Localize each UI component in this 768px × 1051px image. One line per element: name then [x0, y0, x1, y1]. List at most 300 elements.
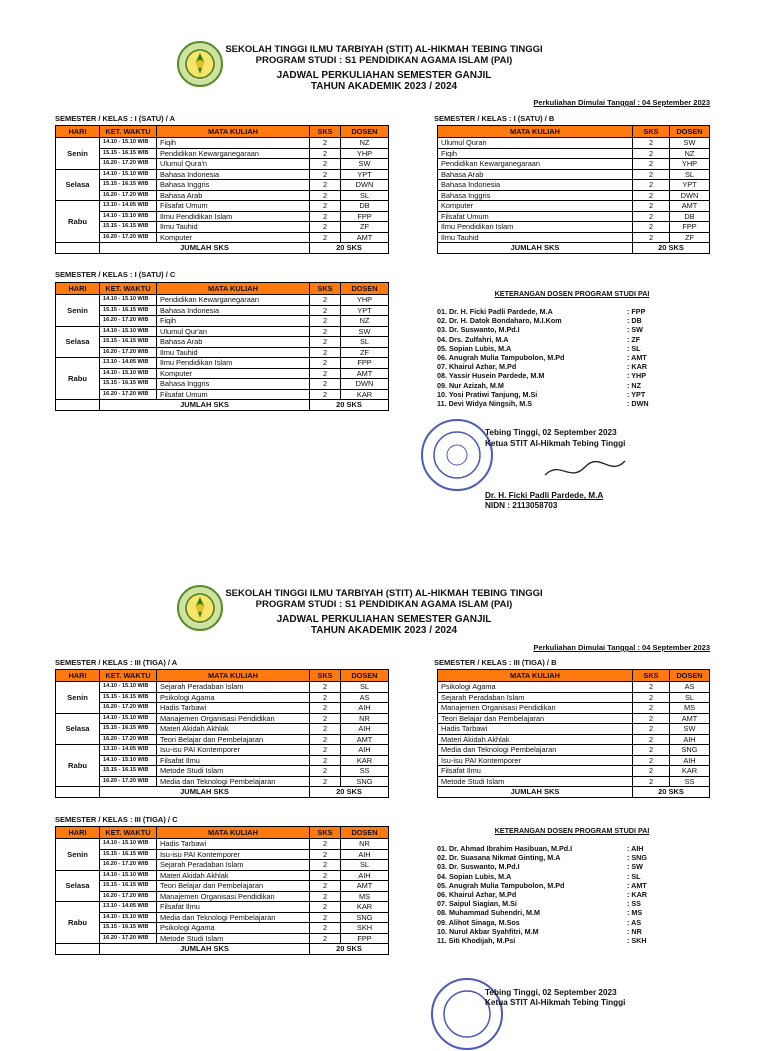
- lecturer-code: : AMT: [627, 880, 647, 890]
- sks-cell: 2: [310, 169, 341, 180]
- lecturer-code: : SW: [627, 862, 643, 872]
- time-cell: 16.20 - 17.20 WIB: [100, 933, 157, 944]
- day-cell: Rabu: [56, 902, 100, 944]
- sks-cell: 2: [633, 211, 670, 222]
- lecturer-code: : MS: [627, 908, 643, 918]
- schedule-page-1: [0, 0, 768, 512]
- column-header: DOSEN: [670, 126, 710, 138]
- lecturer-code: : NR: [627, 926, 642, 936]
- start-date-note: Perkuliahan Dimulai Tanggal : 04 September 2023: [533, 643, 710, 652]
- lecturer-code-cell: NZ: [670, 148, 710, 159]
- signature-position: Ketua STIT Al-Hikmah Tebing Tinggi: [485, 439, 626, 448]
- lecturer-name: 10. Nurul Akbar Syahfitri, M.M: [437, 926, 539, 936]
- lecturer-code-cell: ZF: [670, 232, 710, 243]
- table-row: [438, 222, 710, 233]
- lecturer-name: 07. Khairul Azhar, M.Pd: [437, 362, 517, 372]
- course-cell: Filsafat Ilmu: [157, 755, 310, 766]
- total-spacer: [56, 243, 100, 254]
- course-cell: Isu-isu PAI Kontemporer: [157, 849, 310, 860]
- column-header: HARI: [56, 670, 100, 682]
- lecturer-code-cell: NZ: [341, 316, 389, 327]
- course-cell: Metode Studi Islam: [157, 933, 310, 944]
- course-cell: Hadis Tarbawi: [157, 703, 310, 714]
- course-cell: Filsafat Umum: [157, 389, 310, 400]
- day-cell: Rabu: [56, 358, 100, 400]
- sks-cell: 2: [310, 923, 341, 934]
- program-name: PROGRAM STUDI : S1 PENDIDIKAN AGAMA ISLAM (PAI): [255, 55, 513, 66]
- sks-cell: 2: [633, 222, 670, 233]
- table-row: [56, 190, 389, 201]
- table-row: [438, 232, 710, 243]
- time-cell: 15.15 - 16.15 WIB: [100, 724, 157, 735]
- sks-cell: 2: [310, 745, 341, 756]
- lecturer-code: : SKH: [627, 935, 647, 945]
- total-value: 20 SKS: [633, 787, 710, 798]
- course-cell: Teori Belajar dan Pembelajaran: [157, 734, 310, 745]
- sks-cell: 2: [310, 159, 341, 170]
- course-cell: Pendidikan Kewarganegaraan: [157, 295, 310, 306]
- lecturer-code-cell: AIH: [341, 724, 389, 735]
- table-row: [56, 891, 389, 902]
- sks-cell: 2: [633, 703, 670, 714]
- sks-cell: 2: [633, 148, 670, 159]
- sks-cell: 2: [633, 138, 670, 149]
- column-header: SKS: [310, 670, 341, 682]
- table-row: [56, 849, 389, 860]
- sks-cell: 2: [310, 849, 341, 860]
- table-row: [56, 326, 389, 337]
- lecturer-legend: [437, 289, 707, 408]
- table-row: [56, 870, 389, 881]
- sks-cell: 2: [310, 881, 341, 892]
- lecturer-code-cell: DWN: [341, 180, 389, 191]
- course-cell: Manajemen Organisasi Pendidikan: [157, 713, 310, 724]
- course-cell: Bahasa Inggris: [438, 190, 633, 201]
- table-row: [56, 912, 389, 923]
- lecturer-legend: [437, 826, 707, 945]
- lecturer-code-cell: ZF: [341, 222, 389, 233]
- lecturer-name: 04. Drs. Zulfahri, M.A: [437, 334, 509, 344]
- total-label: JUMLAH SKS: [100, 400, 310, 411]
- table-row: [438, 159, 710, 170]
- lecturer-code-cell: ZF: [341, 347, 389, 358]
- time-cell: 15.15 - 16.15 WIB: [100, 692, 157, 703]
- column-header: KET. WAKTU: [100, 126, 157, 138]
- course-cell: Manajemen Organisasi Pendidikan: [157, 891, 310, 902]
- time-cell: 14.10 - 15.10 WIB: [100, 211, 157, 222]
- day-cell: Selasa: [56, 169, 100, 201]
- lecturer-code-cell: YPT: [670, 180, 710, 191]
- sks-cell: 2: [310, 870, 341, 881]
- sks-cell: 2: [310, 222, 341, 233]
- legend-row: [437, 353, 707, 362]
- time-cell: 15.15 - 16.15 WIB: [100, 180, 157, 191]
- time-cell: 16.20 - 17.20 WIB: [100, 159, 157, 170]
- legend-row: [437, 936, 707, 945]
- sks-cell: 2: [310, 891, 341, 902]
- column-header: DOSEN: [341, 283, 389, 295]
- lecturer-code: : KAR: [627, 362, 647, 372]
- table-row: [56, 337, 389, 348]
- lecturer-code-cell: SL: [341, 860, 389, 871]
- time-cell: 15.15 - 16.15 WIB: [100, 766, 157, 777]
- legend-row: [437, 362, 707, 371]
- day-cell: Rabu: [56, 745, 100, 787]
- table-row: [56, 881, 389, 892]
- table-row: [56, 703, 389, 714]
- time-cell: 16.20 - 17.20 WIB: [100, 734, 157, 745]
- course-cell: Bahasa Arab: [438, 169, 633, 180]
- lecturer-code-cell: NR: [341, 839, 389, 850]
- sks-cell: 2: [633, 745, 670, 756]
- course-cell: Sejarah Peradaban Islam: [157, 682, 310, 693]
- table-row: [438, 745, 710, 756]
- course-cell: Metode Studi Islam: [157, 766, 310, 777]
- sks-cell: 2: [633, 682, 670, 693]
- sks-cell: 2: [310, 347, 341, 358]
- sks-cell: 2: [310, 682, 341, 693]
- column-header: DOSEN: [341, 827, 389, 839]
- course-cell: Isu-isu PAI Kontemporer: [157, 745, 310, 756]
- sks-cell: 2: [633, 734, 670, 745]
- total-label: JUMLAH SKS: [438, 787, 633, 798]
- total-row: [56, 243, 389, 254]
- lecturer-code-cell: SW: [341, 326, 389, 337]
- sks-cell: 2: [310, 734, 341, 745]
- time-cell: 13.10 - 14.05 WIB: [100, 201, 157, 212]
- column-header: KET. WAKTU: [100, 827, 157, 839]
- column-header: MATA KULIAH: [157, 827, 310, 839]
- table-row: [438, 211, 710, 222]
- class-a-table: [55, 125, 389, 254]
- time-cell: 15.15 - 16.15 WIB: [100, 222, 157, 233]
- lecturer-code-cell: SNG: [670, 745, 710, 756]
- lecturer-name: 08. Muhammad Suhendri, M.M: [437, 908, 541, 918]
- class-c-label: SEMESTER / KELAS : I (SATU) / C: [55, 270, 176, 279]
- sks-cell: 2: [633, 713, 670, 724]
- lecturer-code-cell: YPT: [341, 169, 389, 180]
- lecturer-code: : AS: [627, 917, 642, 927]
- legend-row: [437, 890, 707, 899]
- time-cell: 16.20 - 17.20 WIB: [100, 316, 157, 327]
- lecturer-name: 03. Dr. Suswanto, M.Pd.I: [437, 325, 520, 335]
- total-row: [438, 787, 710, 798]
- time-cell: 14.10 - 15.10 WIB: [100, 682, 157, 693]
- lecturer-code-cell: AIH: [341, 870, 389, 881]
- lecturer-name: 01. Dr. Ahmad Ibrahim Hasibuan, M.Pd.I: [437, 844, 573, 853]
- sks-cell: 2: [633, 190, 670, 201]
- course-cell: Teori Belajar dan Pembelajaran: [438, 713, 633, 724]
- total-row: [56, 787, 389, 798]
- time-cell: 15.15 - 16.15 WIB: [100, 881, 157, 892]
- total-value: 20 SKS: [310, 243, 389, 254]
- course-cell: Ilmu Tauhid: [438, 232, 633, 243]
- class-c-table: [55, 826, 389, 955]
- column-header: MATA KULIAH: [157, 670, 310, 682]
- legend-row: [437, 844, 707, 853]
- lecturer-code-cell: MS: [670, 703, 710, 714]
- time-cell: 14.10 - 15.10 WIB: [100, 169, 157, 180]
- course-cell: Bahasa Indonesia: [157, 169, 310, 180]
- table-row: [438, 169, 710, 180]
- course-cell: Pendidikan Kewarganegaraan: [157, 148, 310, 159]
- time-cell: 15.15 - 16.15 WIB: [100, 923, 157, 934]
- table-row: [438, 148, 710, 159]
- table-row: [56, 839, 389, 850]
- time-cell: 16.20 - 17.20 WIB: [100, 703, 157, 714]
- course-cell: Pendidikan Kewarganegaraan: [438, 159, 633, 170]
- total-spacer: [56, 400, 100, 411]
- time-cell: 15.15 - 16.15 WIB: [100, 148, 157, 159]
- course-cell: Filsafat Umum: [157, 201, 310, 212]
- sks-cell: 2: [310, 912, 341, 923]
- legend-row: [437, 316, 707, 325]
- lecturer-code-cell: KAR: [670, 766, 710, 777]
- course-cell: Komputer: [157, 368, 310, 379]
- start-date-note: Perkuliahan Dimulai Tanggal : 04 September 2023: [533, 98, 710, 107]
- course-cell: Psikologi Agama: [157, 923, 310, 934]
- sks-cell: 2: [310, 692, 341, 703]
- table-row: [56, 766, 389, 777]
- lecturer-name: 11. Devi Widya Ningsih, M.S: [437, 398, 532, 408]
- lecturer-code: : DWN: [627, 398, 649, 408]
- lecturer-code-cell: AMT: [341, 881, 389, 892]
- total-spacer: [56, 787, 100, 798]
- sks-cell: 2: [310, 201, 341, 212]
- time-cell: 16.20 - 17.20 WIB: [100, 891, 157, 902]
- course-cell: Fiqih: [438, 148, 633, 159]
- table-row: [56, 316, 389, 327]
- lecturer-code-cell: AMT: [670, 713, 710, 724]
- lecturer-code-cell: AMT: [341, 368, 389, 379]
- course-cell: Bahasa Inggris: [157, 379, 310, 390]
- sks-cell: 2: [310, 368, 341, 379]
- legend-row: [437, 344, 707, 353]
- table-row: [56, 724, 389, 735]
- total-label: JUMLAH SKS: [100, 243, 310, 254]
- table-row: [438, 692, 710, 703]
- lecturer-code-cell: SL: [670, 692, 710, 703]
- lecturer-code-cell: SW: [341, 159, 389, 170]
- column-header: MATA KULIAH: [157, 126, 310, 138]
- time-cell: 15.15 - 16.15 WIB: [100, 337, 157, 348]
- sks-cell: 2: [310, 860, 341, 871]
- sks-cell: 2: [310, 337, 341, 348]
- legend-row: [437, 390, 707, 399]
- lecturer-name: 10. Yosi Pratiwi Tanjung, M.Si: [437, 389, 538, 399]
- time-cell: 14.10 - 15.10 WIB: [100, 295, 157, 306]
- table-row: [56, 923, 389, 934]
- column-header: DOSEN: [341, 126, 389, 138]
- course-cell: Hadis Tarbawi: [157, 839, 310, 850]
- table-row: [56, 201, 389, 212]
- course-cell: Media dan Teknologi Pembelajaran: [157, 912, 310, 923]
- legend-row: [437, 872, 707, 881]
- time-cell: 13.10 - 14.05 WIB: [100, 358, 157, 369]
- table-header-row: [56, 283, 389, 295]
- course-cell: Materi Akidah Akhlak: [157, 870, 310, 881]
- table-row: [438, 703, 710, 714]
- course-cell: Materi Akidah Akhlak: [438, 734, 633, 745]
- lecturer-name: 09. Nur Azizah, M.M: [437, 380, 504, 390]
- day-cell: Senin: [56, 295, 100, 327]
- table-row: [56, 138, 389, 149]
- sks-cell: 2: [310, 703, 341, 714]
- course-cell: Bahasa Indonesia: [157, 305, 310, 316]
- academic-year: TAHUN AKADEMIK 2023 / 2024: [310, 625, 458, 636]
- course-cell: Hadis Tarbawi: [438, 724, 633, 735]
- lecturer-code-cell: AIH: [670, 755, 710, 766]
- lecturer-code-cell: AS: [670, 682, 710, 693]
- lecturer-code-cell: SS: [670, 776, 710, 787]
- legend-row: [437, 927, 707, 936]
- lecturer-name: 01. Dr. H. Ficki Padli Pardede, M.A: [437, 307, 553, 316]
- lecturer-code-cell: KAR: [341, 755, 389, 766]
- table-row: [56, 933, 389, 944]
- total-value: 20 SKS: [633, 243, 710, 254]
- table-row: [56, 776, 389, 787]
- class-a-label: SEMESTER / KELAS : III (TIGA) / A: [55, 658, 178, 667]
- course-cell: Metode Studi Islam: [438, 776, 633, 787]
- signatory-nidn: NIDN : 2113058703: [485, 501, 558, 510]
- sks-cell: 2: [633, 776, 670, 787]
- sks-cell: 2: [310, 379, 341, 390]
- course-cell: Ulumul Qura'n: [157, 159, 310, 170]
- course-cell: Sejarah Peradaban Islam: [157, 860, 310, 871]
- sks-cell: 2: [310, 316, 341, 327]
- table-row: [56, 713, 389, 724]
- table-row: [56, 232, 389, 243]
- table-row: [438, 713, 710, 724]
- lecturer-code-cell: AIH: [341, 745, 389, 756]
- institution-name: SEKOLAH TINGGI ILMU TARBIYAH (STIT) AL-HIKMAH TEBING TINGGI: [225, 44, 543, 55]
- lecturer-name: 04. Sopian Lubis, M.A: [437, 871, 512, 881]
- day-cell: Selasa: [56, 713, 100, 745]
- lecturer-code-cell: SS: [341, 766, 389, 777]
- academic-year: TAHUN AKADEMIK 2023 / 2024: [310, 81, 458, 92]
- lecturer-code-cell: YHP: [341, 295, 389, 306]
- total-value: 20 SKS: [310, 944, 389, 955]
- lecturer-code-cell: FPP: [341, 933, 389, 944]
- lecturer-code: : AMT: [627, 352, 647, 362]
- sks-cell: 2: [310, 305, 341, 316]
- column-header: SKS: [310, 126, 341, 138]
- table-header-row: [56, 126, 389, 138]
- day-cell: Senin: [56, 839, 100, 871]
- lecturer-name: 11. Siti Khodijah, M.Psi: [437, 935, 516, 945]
- lecturer-name: 06. Khairul Azhar, M.Pd: [437, 889, 517, 899]
- lecturer-name: 08. Yassir Husein Pardede, M.M: [437, 371, 545, 381]
- day-cell: Senin: [56, 138, 100, 170]
- total-value: 20 SKS: [310, 400, 389, 411]
- lecturer-code-cell: SW: [670, 724, 710, 735]
- lecturer-code-cell: YHP: [341, 148, 389, 159]
- course-cell: Teori Belajar dan Pembelajaran: [157, 881, 310, 892]
- course-cell: Psikologi Agama: [438, 682, 633, 693]
- total-row: [56, 944, 389, 955]
- lecturer-code-cell: KAR: [341, 389, 389, 400]
- table-row: [56, 368, 389, 379]
- time-cell: 14.10 - 15.10 WIB: [100, 138, 157, 149]
- class-c-table: [55, 282, 389, 411]
- course-cell: Media dan Teknologi Pembelajaran: [157, 776, 310, 787]
- column-header: HARI: [56, 126, 100, 138]
- lecturer-code: : FPP: [627, 307, 646, 316]
- table-row: [56, 682, 389, 693]
- sks-cell: 2: [310, 326, 341, 337]
- sks-cell: 2: [310, 766, 341, 777]
- course-cell: Bahasa Inggris: [157, 180, 310, 191]
- sks-cell: 2: [633, 724, 670, 735]
- course-cell: Filsafat Ilmu: [438, 766, 633, 777]
- signature-place-date: Tebing Tinggi, 02 September 2023: [485, 428, 617, 437]
- course-cell: Isu-isu PAI Kontemporer: [438, 755, 633, 766]
- lecturer-code-cell: AS: [341, 692, 389, 703]
- lecturer-code-cell: AIH: [341, 703, 389, 714]
- lecturer-code-cell: NZ: [341, 138, 389, 149]
- course-cell: Ilmu Pendidikan Islam: [157, 358, 310, 369]
- legend-title: KETERANGAN DOSEN PROGRAM STUDI PAI: [494, 289, 650, 298]
- legend-row: [437, 908, 707, 917]
- table-row: [56, 902, 389, 913]
- table-row: [56, 169, 389, 180]
- class-b-label: SEMESTER / KELAS : III (TIGA) / B: [434, 658, 557, 667]
- total-spacer: [56, 944, 100, 955]
- time-cell: 14.10 - 15.10 WIB: [100, 326, 157, 337]
- sks-cell: 2: [633, 692, 670, 703]
- column-header: SKS: [633, 126, 670, 138]
- table-row: [56, 860, 389, 871]
- class-b-table: [437, 669, 710, 798]
- legend-row: [437, 862, 707, 871]
- lecturer-code-cell: DB: [341, 201, 389, 212]
- class-b-label: SEMESTER / KELAS : I (SATU) / B: [434, 114, 555, 123]
- table-row: [56, 159, 389, 170]
- table-header-row: [438, 670, 710, 682]
- course-cell: Ilmu Tauhid: [157, 222, 310, 233]
- program-name: PROGRAM STUDI : S1 PENDIDIKAN AGAMA ISLAM (PAI): [255, 599, 513, 610]
- time-cell: 15.15 - 16.15 WIB: [100, 379, 157, 390]
- lecturer-code: : SS: [627, 899, 641, 909]
- course-cell: Filsafat Umum: [438, 211, 633, 222]
- legend-row: [437, 335, 707, 344]
- sks-cell: 2: [310, 232, 341, 243]
- table-row: [438, 201, 710, 212]
- lecturer-code-cell: SNG: [341, 912, 389, 923]
- course-cell: Fiqih: [157, 316, 310, 327]
- total-label: JUMLAH SKS: [100, 787, 310, 798]
- table-row: [56, 295, 389, 306]
- lecturer-name: 09. Alihot Sinaga, M.Sos: [437, 917, 520, 927]
- table-row: [56, 148, 389, 159]
- time-cell: 16.20 - 17.20 WIB: [100, 776, 157, 787]
- day-cell: Selasa: [56, 870, 100, 902]
- table-row: [56, 222, 389, 233]
- legend-row: [437, 399, 707, 408]
- lecturer-code-cell: YHP: [670, 159, 710, 170]
- column-header: MATA KULIAH: [438, 670, 633, 682]
- table-row: [438, 190, 710, 201]
- lecturer-name: 06. Anugrah Mulia Tampubolon, M.Pd: [437, 352, 565, 362]
- time-cell: 13.10 - 14.05 WIB: [100, 745, 157, 756]
- lecturer-code-cell: AIH: [670, 734, 710, 745]
- lecturer-code-cell: DB: [670, 211, 710, 222]
- lecturer-name: 05. Sopian Lubis, M.A: [437, 343, 512, 353]
- time-cell: 16.20 - 17.20 WIB: [100, 860, 157, 871]
- lecturer-code-cell: SL: [670, 169, 710, 180]
- time-cell: 14.10 - 15.10 WIB: [100, 755, 157, 766]
- table-row: [438, 724, 710, 735]
